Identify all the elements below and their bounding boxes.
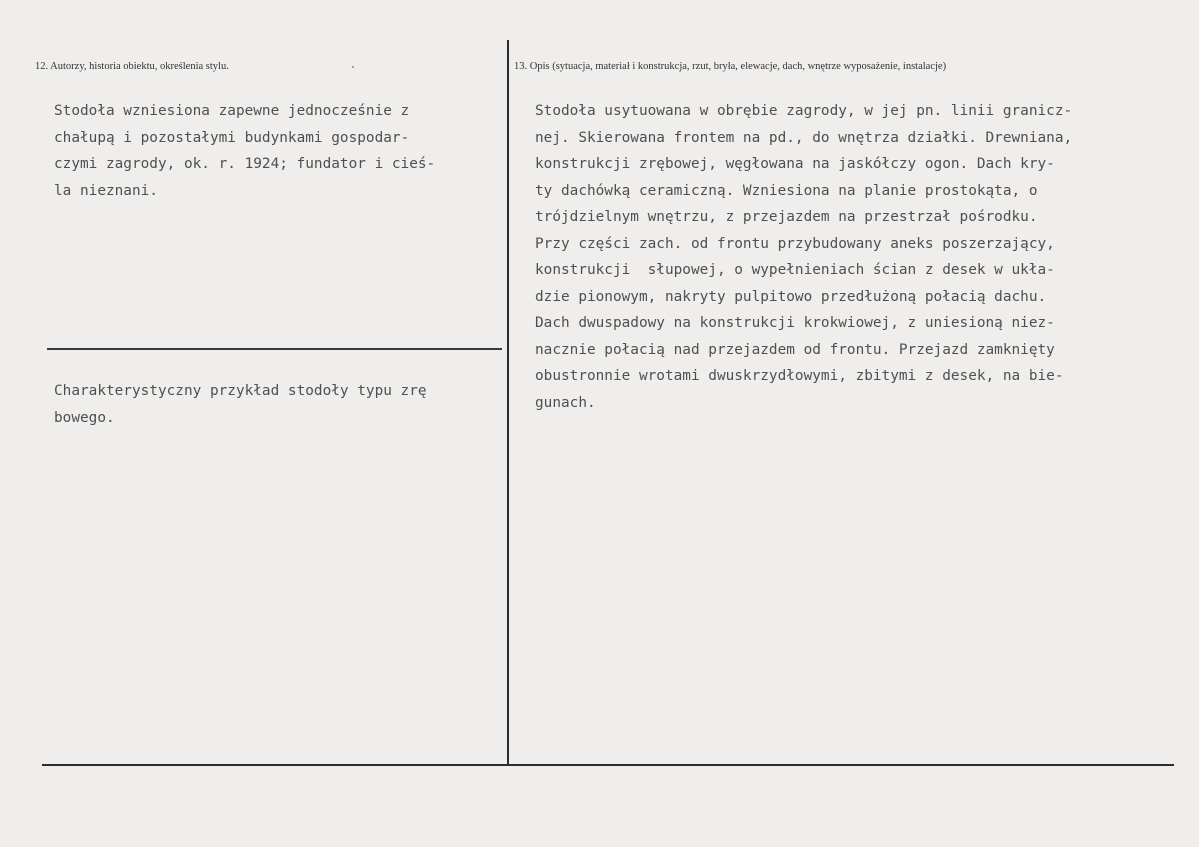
left-section-divider	[47, 348, 502, 350]
history-text: Stodoła wzniesiona zapewne jednocześnie z chałupą i pozostałymi budynkami gospodar- czymi zagrody, ok. r. 1924; fundator i cieś- la nieznani.	[54, 103, 436, 199]
description-text: Stodoła usytuowana w obrębie zagrody, w jej pn. linii granicz- nej. Skierowana frontem na pd., do wnętrza działki. Drewniana, konstrukcji zrębowej, węgłowana na jaskółczy ogon. Dach kry- ty dachówką ceramiczną. Wzniesiona na planie prostokąta, o trójdzielnym wnętrzu, z przejazdem na przestrzał pośrodku. Przy części zach. od frontu przybudowany aneks poszerzający, konstrukcji słupowej, o wypełnieniach ścian z desek w ukła- dzie pionowym, nakryty pulpitowo przedłużoną połacią dachu. Dach dwuspadowy na konstrukcji krokwiowej, z uniesioną niez- nacznie połacią nad przejazdem od frontu. Przejazd zamknięty obustronnie wrotami dwuskrzydłowymi, zbitymi z desek, na bie- gunach.	[535, 103, 1073, 411]
remark-text: Charakterystyczny przykład stodoły typu zrę bowego.	[54, 383, 427, 426]
column-divider	[507, 40, 509, 764]
section-13-header: 13. Opis (sytuacja, materiał i konstrukcja, rzut, bryła, elewacje, dach, wnętrze wyposażenie, instalacje)	[514, 61, 947, 72]
bottom-rule	[42, 764, 1174, 766]
scan-speck	[352, 66, 354, 68]
section-12-header: 12. Autorzy, historia obiektu, określenia stylu.	[35, 61, 229, 72]
